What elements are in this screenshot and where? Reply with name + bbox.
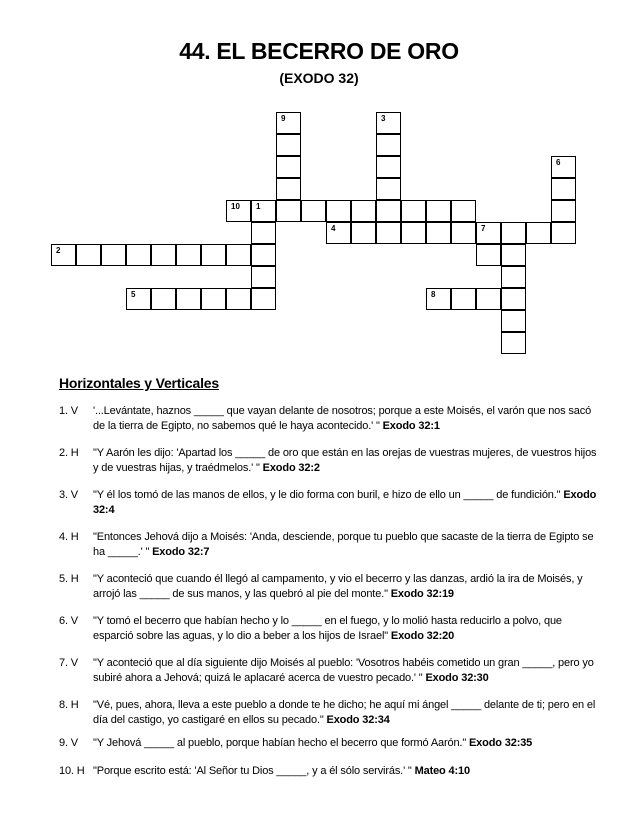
- grid-cell[interactable]: [451, 200, 476, 222]
- scripture-reference: Exodo 32:30: [425, 672, 489, 684]
- clue-text: [93, 488, 598, 518]
- scripture-reference: Exodo 32:20: [390, 630, 455, 642]
- grid-cell[interactable]: [276, 178, 301, 200]
- grid-cell[interactable]: [201, 244, 226, 266]
- grid-cell[interactable]: [551, 156, 576, 178]
- grid-cell[interactable]: [376, 178, 401, 200]
- clue-number: 10: [231, 202, 240, 211]
- grid-cell[interactable]: [276, 112, 301, 134]
- clue-text: [93, 656, 598, 686]
- grid-cell[interactable]: [426, 288, 451, 310]
- clue-label: 8. H: [59, 699, 79, 711]
- clue-body: "Entonces Jehová dijo a Moisés: 'Anda, desciende, porque tu pueblo que sacaste de la tierra de Egipto se ha _____.' ": [93, 531, 594, 558]
- clue-number: 5: [131, 290, 136, 299]
- grid-cell[interactable]: [526, 222, 551, 244]
- grid-cell[interactable]: [276, 200, 301, 222]
- grid-cell[interactable]: [251, 200, 276, 222]
- grid-cell[interactable]: [501, 244, 526, 266]
- clue-body: "Y aconteció que cuando él llegó al campamento, y vio el becerro y las danzas, ardió la ira de Moisés, y arrojó las _____ de sus manos, y las quebró al pie del monte.": [93, 573, 583, 600]
- grid-cell[interactable]: [226, 244, 251, 266]
- clue-number: 1: [256, 202, 261, 211]
- grid-cell[interactable]: [376, 156, 401, 178]
- grid-cell[interactable]: [426, 222, 451, 244]
- grid-cell[interactable]: [251, 222, 276, 244]
- grid-cell[interactable]: [126, 288, 151, 310]
- grid-cell[interactable]: [551, 222, 576, 244]
- clue-label: 7. V: [59, 657, 78, 669]
- scripture-reference: Exodo 32:34: [326, 714, 390, 726]
- grid-cell[interactable]: [176, 244, 201, 266]
- grid-cell[interactable]: [51, 244, 76, 266]
- clue-label: 9. V: [59, 737, 78, 749]
- clue-number: 3: [381, 114, 386, 123]
- clue-number: 6: [556, 158, 561, 167]
- clue-body: "Y Jehová _____ al pueblo, porque habían hecho el becerro que formó Aarón.": [93, 737, 467, 749]
- scripture-reference: Exodo 32:1: [382, 420, 440, 432]
- grid-cell[interactable]: [426, 200, 451, 222]
- grid-cell[interactable]: [476, 288, 501, 310]
- grid-cell[interactable]: [326, 200, 351, 222]
- clue-number: 2: [56, 246, 61, 255]
- grid-cell[interactable]: [451, 288, 476, 310]
- grid-cell[interactable]: [501, 332, 526, 354]
- clue-label: 1. V: [59, 405, 78, 417]
- clue-body: "Vé, pues, ahora, lleva a este pueblo a donde te he dicho; he aquí mi ángel _____ delante de ti; pero en el día del castigo, yo castigaré en ellos su pecado.": [93, 699, 596, 726]
- grid-cell[interactable]: [126, 244, 151, 266]
- clue-number: 7: [481, 224, 486, 233]
- grid-cell[interactable]: [451, 222, 476, 244]
- page-subtitle: (EXODO 32): [279, 70, 359, 86]
- clue-label: 2. H: [59, 447, 79, 459]
- scripture-reference: Exodo 32:19: [390, 588, 454, 600]
- clue-body: "Y tomó el becerro que habían hecho y lo _____ en el fuego, y lo molió hasta reducirlo a polvo, que esparció sobre las aguas, y lo dio a beber a los hijos de Israel": [93, 615, 562, 642]
- clue-number: 9: [281, 114, 286, 123]
- grid-cell[interactable]: [151, 244, 176, 266]
- grid-cell[interactable]: [401, 222, 426, 244]
- grid-cell[interactable]: [401, 200, 426, 222]
- page-title: 44. EL BECERRO DE ORO: [179, 38, 459, 64]
- clues-heading: Horizontales y Verticales: [59, 375, 219, 391]
- grid-cell[interactable]: [76, 244, 101, 266]
- clue-label: 3. V: [59, 489, 78, 501]
- grid-cell[interactable]: [301, 200, 326, 222]
- grid-cell[interactable]: [376, 134, 401, 156]
- scripture-reference: Mateo 4:10: [414, 765, 470, 777]
- clue-body: "Y aconteció que al día siguiente dijo Moisés al pueblo: 'Vosotros habéis cometido un gran _____, pero yo subiré ahora a Jehová; quizá le aplacaré acerca de vuestro pecado.' ": [93, 657, 594, 684]
- grid-cell[interactable]: [226, 288, 251, 310]
- scripture-reference: Exodo 32:4: [93, 489, 597, 516]
- grid-cell[interactable]: [251, 244, 276, 266]
- grid-cell[interactable]: [376, 112, 401, 134]
- grid-cell[interactable]: [151, 288, 176, 310]
- grid-cell[interactable]: [251, 266, 276, 288]
- grid-cell[interactable]: [276, 134, 301, 156]
- scripture-reference: Exodo 32:7: [152, 546, 210, 558]
- clue-body: '...Levántate, haznos _____ que vayan delante de nosotros; porque a este Moisés, el varón que nos sacó de la tierra de Egipto, no sabemos qué le haya acontecido.' ": [93, 405, 592, 432]
- clue-body: "Y Aarón les dijo: 'Apartad los _____ de oro que están en las orejas de vuestras mujeres, de vuestros hijos y de vuestras hijas, y traédmelos.' ": [93, 447, 597, 474]
- grid-cell[interactable]: [176, 288, 201, 310]
- clue-text: [93, 572, 598, 602]
- clue-text: [93, 736, 598, 751]
- clue-text: [93, 698, 598, 728]
- crossword-grid: [0, 0, 638, 380]
- scripture-reference: Exodo 32:35: [469, 737, 533, 749]
- grid-cell[interactable]: [376, 222, 401, 244]
- clue-text: [93, 614, 598, 644]
- grid-cell[interactable]: [326, 222, 351, 244]
- grid-cell[interactable]: [251, 288, 276, 310]
- clue-body: "Y él los tomó de las manos de ellos, y le dio forma con buril, e hizo de ello un _____ de fundición.": [93, 489, 561, 501]
- grid-cell[interactable]: [351, 222, 376, 244]
- grid-cell[interactable]: [351, 200, 376, 222]
- grid-cell[interactable]: [201, 288, 226, 310]
- grid-cell[interactable]: [101, 244, 126, 266]
- clue-text: [93, 764, 598, 779]
- clue-text: [93, 404, 598, 434]
- grid-cell[interactable]: [226, 200, 251, 222]
- grid-cell[interactable]: [501, 266, 526, 288]
- grid-cell[interactable]: [501, 222, 526, 244]
- grid-cell[interactable]: [276, 156, 301, 178]
- clue-label: 6. V: [59, 615, 78, 627]
- grid-cell[interactable]: [501, 288, 526, 310]
- clue-body: "Porque escrito está: 'Al Señor tu Dios _____, y a él sólo servirás.' ": [93, 765, 412, 777]
- grid-cell[interactable]: [551, 200, 576, 222]
- clue-number: 4: [331, 224, 336, 233]
- clue-label: 4. H: [59, 531, 79, 543]
- grid-cell[interactable]: [376, 200, 401, 222]
- clue-number: 8: [431, 290, 436, 299]
- grid-cell[interactable]: [501, 310, 526, 332]
- grid-cell[interactable]: [476, 222, 501, 244]
- scripture-reference: Exodo 32:2: [262, 462, 320, 474]
- clue-label: 10. H: [59, 765, 85, 777]
- grid-cell[interactable]: [476, 244, 501, 266]
- clue-text: [93, 446, 598, 476]
- grid-cell[interactable]: [551, 178, 576, 200]
- clue-label: 5. H: [59, 573, 79, 585]
- clue-text: [93, 530, 598, 560]
